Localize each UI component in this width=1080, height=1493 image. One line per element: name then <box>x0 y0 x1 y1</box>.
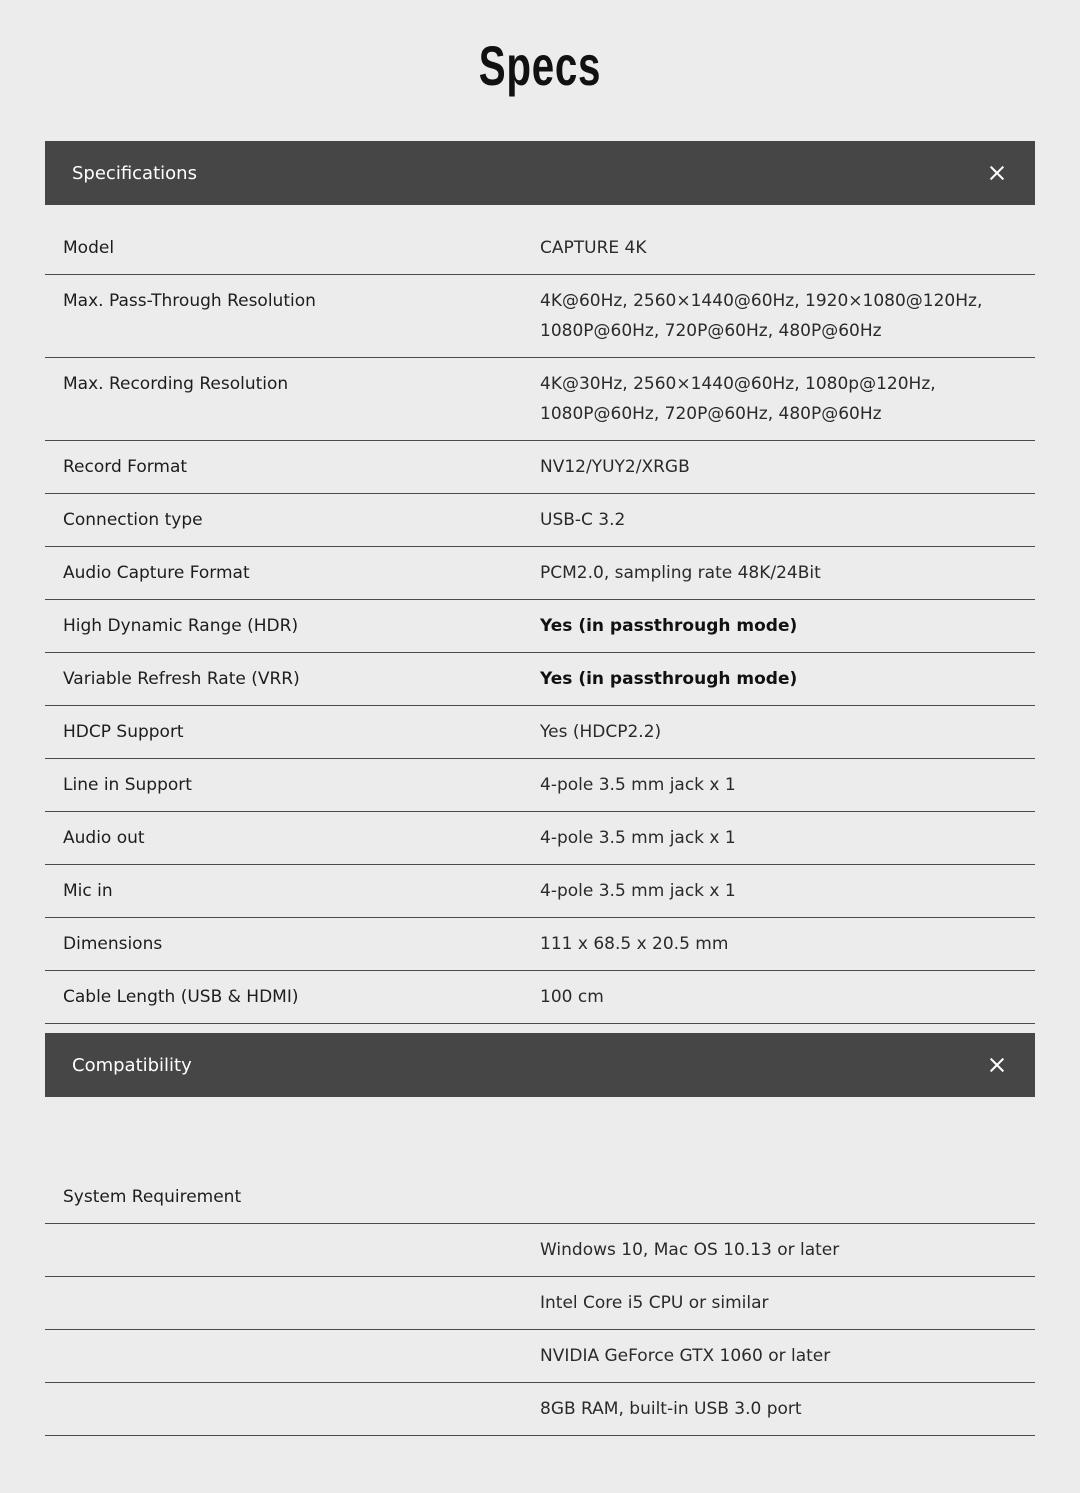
page-title: Specs <box>478 34 602 97</box>
spec-label: Variable Refresh Rate (VRR) <box>63 669 300 689</box>
spec-row-mic-in <box>45 865 1035 918</box>
compatibility-table <box>45 1170 1035 1436</box>
spec-label: Record Format <box>63 457 188 477</box>
specifications-header-label: Specifications <box>72 162 197 184</box>
spec-label: Audio Capture Format <box>63 563 250 583</box>
spec-value-line: 4K@60Hz, 2560×1440@60Hz, 1920×1080@120Hz, <box>540 291 983 311</box>
specifications-table <box>45 222 1035 1024</box>
spec-value <box>540 286 1035 346</box>
spec-value: NV12/YUY2/XRGB <box>540 457 690 477</box>
spec-label: Cable Length (USB & HDMI) <box>63 987 299 1007</box>
spec-value: Yes (HDCP2.2) <box>540 722 662 742</box>
spec-row-model <box>45 222 1035 275</box>
spec-row-record-format <box>45 441 1035 494</box>
spec-label: System Requirement <box>63 1186 242 1207</box>
spec-value: Yes (in passthrough mode) <box>540 616 798 636</box>
spec-label: Mic in <box>63 881 113 901</box>
spec-value-line: 1080P@60Hz, 720P@60Hz, 480P@60Hz <box>540 321 882 341</box>
compatibility-header-label: Compatibility <box>72 1054 192 1076</box>
spec-row-audio-capture <box>45 547 1035 600</box>
spec-row-recording <box>45 358 1035 441</box>
spec-row-vrr <box>45 653 1035 706</box>
requirement-row-gpu <box>45 1330 1035 1383</box>
spec-value: 4-pole 3.5 mm jack x 1 <box>540 881 736 901</box>
system-requirement-row <box>45 1170 1035 1224</box>
spec-value: USB-C 3.2 <box>540 510 626 530</box>
spec-row-pass-through <box>45 275 1035 358</box>
close-icon[interactable] <box>987 1055 1007 1075</box>
spec-value: 4-pole 3.5 mm jack x 1 <box>540 775 736 795</box>
spec-row-audio-out <box>45 812 1035 865</box>
spec-label: Model <box>63 238 115 258</box>
spec-value: 100 cm <box>540 987 604 1007</box>
spec-value-line: 1080P@60Hz, 720P@60Hz, 480P@60Hz <box>540 404 882 424</box>
spec-label: Connection type <box>63 510 203 530</box>
spec-label: Dimensions <box>63 934 163 954</box>
spec-row-connection <box>45 494 1035 547</box>
spec-label: Audio out <box>63 828 145 848</box>
spec-value: 111 x 68.5 x 20.5 mm <box>540 934 729 954</box>
spec-value: PCM2.0, sampling rate 48K/24Bit <box>540 563 821 583</box>
spec-row-cable-length <box>45 971 1035 1024</box>
spec-label: Max. Pass-Through Resolution <box>63 291 316 311</box>
spec-value: 8GB RAM, built-in USB 3.0 port <box>540 1399 802 1419</box>
spec-label: High Dynamic Range (HDR) <box>63 616 299 636</box>
spec-value: Yes (in passthrough mode) <box>540 669 798 689</box>
spec-row-line-in <box>45 759 1035 812</box>
spec-value: CAPTURE 4K <box>540 238 647 258</box>
requirement-row-os <box>45 1224 1035 1277</box>
specifications-header[interactable] <box>45 141 1035 205</box>
requirement-row-cpu <box>45 1277 1035 1330</box>
close-icon[interactable] <box>987 163 1007 183</box>
spec-label: Line in Support <box>63 775 192 795</box>
spec-label: Max. Recording Resolution <box>63 374 289 394</box>
spec-label: HDCP Support <box>63 722 184 742</box>
spec-value-line: 4K@30Hz, 2560×1440@60Hz, 1080p@120Hz, <box>540 374 936 394</box>
spec-value <box>540 369 1035 429</box>
spec-row-hdr <box>45 600 1035 653</box>
compatibility-header[interactable] <box>45 1033 1035 1097</box>
spec-row-dimensions <box>45 918 1035 971</box>
spec-value: Windows 10, Mac OS 10.13 or later <box>540 1240 840 1260</box>
spec-row-hdcp <box>45 706 1035 759</box>
spec-value: NVIDIA GeForce GTX 1060 or later <box>540 1346 831 1366</box>
requirement-row-ram <box>45 1383 1035 1436</box>
spec-value: 4-pole 3.5 mm jack x 1 <box>540 828 736 848</box>
spec-value: Intel Core i5 CPU or similar <box>540 1293 769 1313</box>
